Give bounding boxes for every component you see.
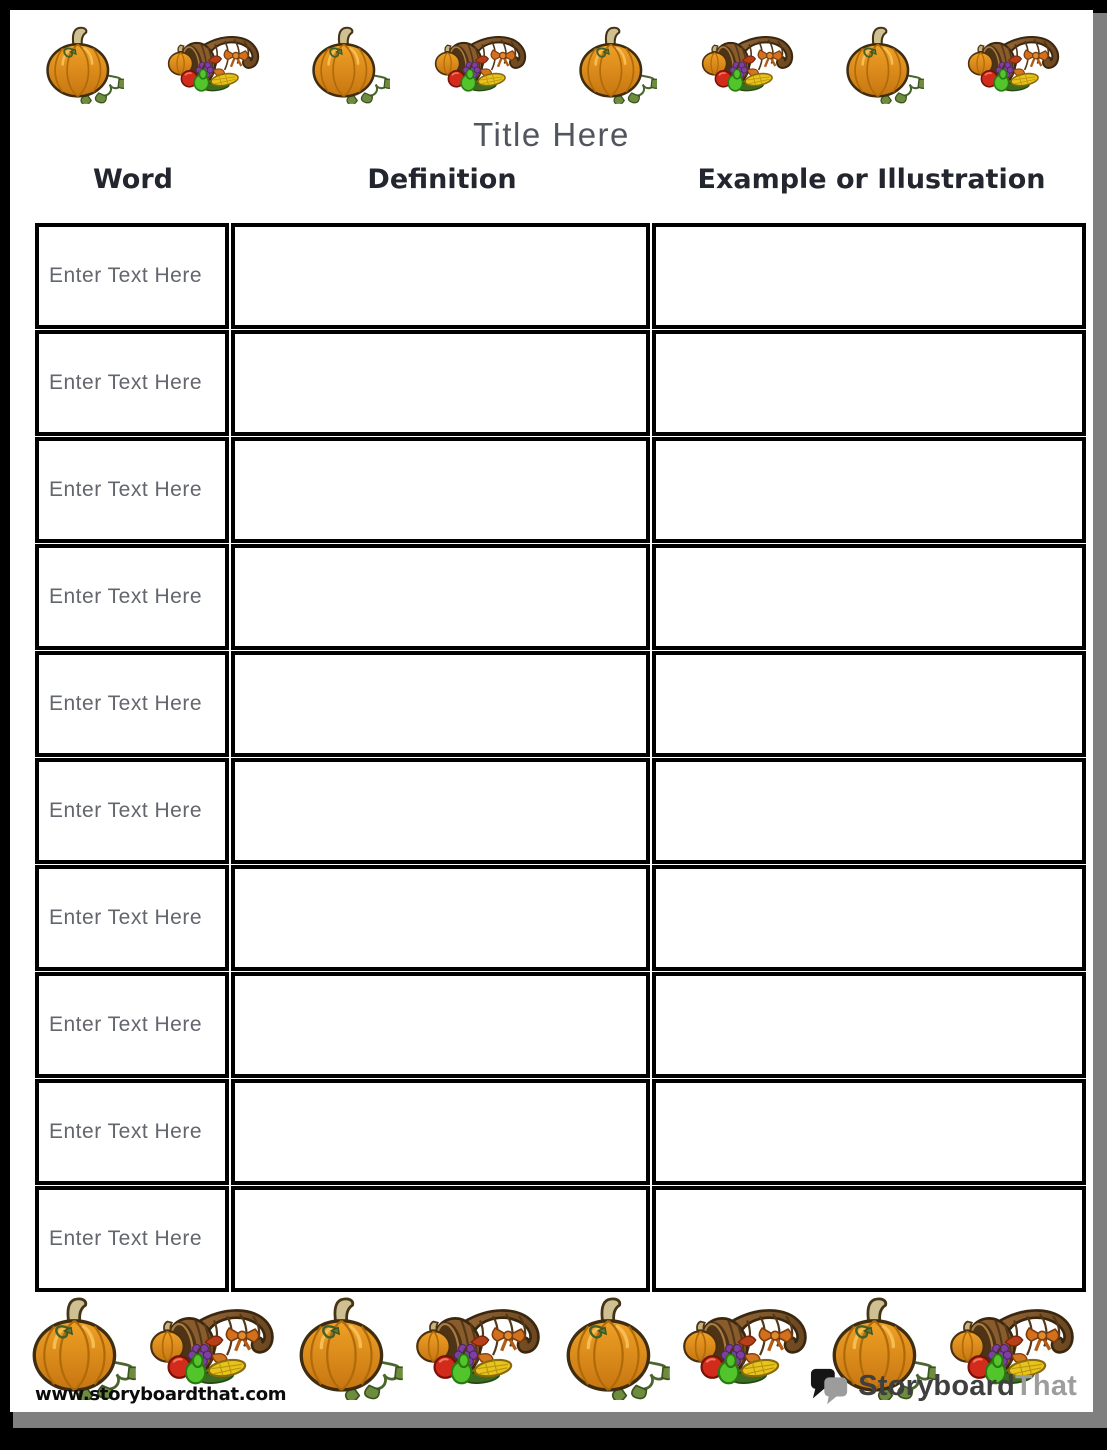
speech-bubbles-icon [809, 1366, 851, 1406]
cornucopia-icon [682, 1301, 812, 1393]
definition-cell[interactable] [231, 651, 650, 757]
column-headers [35, 164, 1090, 195]
column-header-example: Example or Illustration [697, 164, 1046, 195]
logo-text [858, 1370, 1077, 1403]
table-row [35, 544, 1086, 650]
example-cell[interactable] [652, 330, 1086, 436]
worksheet-title[interactable]: Title Here [473, 116, 630, 153]
cornucopia-icon [415, 1301, 545, 1393]
word-cell[interactable]: Enter Text Here [35, 1079, 229, 1185]
table-row [35, 1079, 1086, 1185]
page-shadow-right [1093, 13, 1107, 1428]
pumpkin-icon [306, 24, 390, 104]
definition-cell[interactable] [231, 758, 650, 864]
top-decoration-border [18, 22, 1085, 106]
definition-cell[interactable] [231, 330, 650, 436]
storyboardthat-logo [809, 1366, 1077, 1406]
cornucopia-icon [167, 30, 263, 98]
logo-text-primary: Storyboard [858, 1369, 1015, 1402]
cornucopia-icon [434, 30, 530, 98]
cornucopia-icon [967, 30, 1063, 98]
definition-cell[interactable] [231, 972, 650, 1078]
cornucopia-icon [701, 30, 797, 98]
table-row [35, 330, 1086, 436]
pumpkin-icon [840, 24, 924, 104]
definition-cell[interactable] [231, 437, 650, 543]
word-cell[interactable]: Enter Text Here [35, 544, 229, 650]
example-cell[interactable] [652, 865, 1086, 971]
table-row [35, 758, 1086, 864]
cornucopia-icon [149, 1301, 279, 1393]
definition-cell[interactable] [231, 1079, 650, 1185]
definition-cell[interactable] [231, 223, 650, 329]
example-cell[interactable] [652, 437, 1086, 543]
table-row [35, 651, 1086, 757]
example-cell[interactable] [652, 758, 1086, 864]
table-row [35, 1186, 1086, 1292]
definition-cell[interactable] [231, 544, 650, 650]
example-cell[interactable] [652, 651, 1086, 757]
table-row [35, 437, 1086, 543]
pumpkin-icon [573, 24, 657, 104]
word-cell[interactable]: Enter Text Here [35, 1186, 229, 1292]
definition-cell[interactable] [231, 865, 650, 971]
column-header-word: Word [92, 164, 173, 195]
example-cell[interactable] [652, 223, 1086, 329]
example-cell[interactable] [652, 972, 1086, 1078]
example-cell[interactable] [652, 1186, 1086, 1292]
table-row [35, 865, 1086, 971]
example-cell[interactable] [652, 544, 1086, 650]
word-cell[interactable]: Enter Text Here [35, 651, 229, 757]
word-cell[interactable]: Enter Text Here [35, 223, 229, 329]
example-cell[interactable] [652, 1079, 1086, 1185]
word-cell[interactable]: Enter Text Here [35, 865, 229, 971]
column-header-definition: Definition [367, 164, 517, 195]
definition-cell[interactable] [231, 1186, 650, 1292]
pumpkin-icon [558, 1294, 670, 1400]
pumpkin-icon [40, 24, 124, 104]
logo-text-secondary: That [1014, 1369, 1077, 1402]
table-row [35, 223, 1086, 329]
word-cell[interactable]: Enter Text Here [35, 758, 229, 864]
pumpkin-icon [291, 1294, 403, 1400]
worksheet-page [10, 10, 1093, 1412]
website-url: www.storyboardthat.com [35, 1384, 287, 1405]
table-row [35, 972, 1086, 1078]
vocabulary-table [33, 222, 1088, 1293]
word-cell[interactable]: Enter Text Here [35, 330, 229, 436]
word-cell[interactable]: Enter Text Here [35, 972, 229, 1078]
word-cell[interactable]: Enter Text Here [35, 437, 229, 543]
page-shadow-bottom [13, 1412, 1107, 1428]
